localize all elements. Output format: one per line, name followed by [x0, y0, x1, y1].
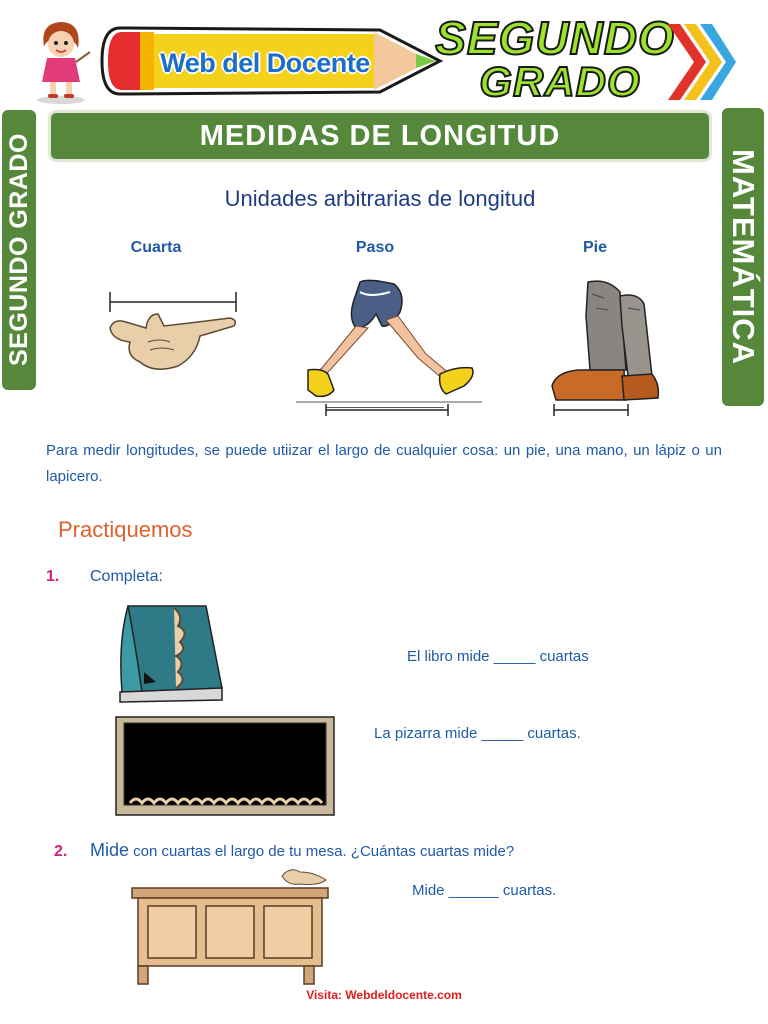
brand-logo-text: Web del Docente — [160, 48, 370, 78]
chalkboard-icon — [114, 715, 336, 817]
question-label-2-rest: con cuartas el largo de tu mesa. ¿Cuántas cuartas mide? — [129, 843, 515, 860]
desk-icon — [130, 864, 330, 986]
chevron-arrows-icon — [664, 20, 736, 104]
teacher-mascot-icon — [30, 16, 92, 106]
unit-label-pie: Pie — [582, 239, 607, 256]
page-title: MEDIDAS DE LONGITUD — [199, 120, 561, 152]
answer-book: El libro mide _____ cuartas — [407, 648, 589, 665]
question-number-2: 2. — [54, 843, 68, 860]
unit-label-paso: Paso — [355, 239, 395, 256]
answer-chalkboard: La pizarra mide _____ cuartas. — [374, 725, 581, 742]
hand-span-icon — [104, 284, 244, 376]
unit-label-cuarta: Cuarta — [130, 239, 182, 256]
section-subtitle: Unidades arbitrarias de longitud — [224, 186, 536, 211]
step-measure-line — [322, 402, 452, 416]
section-title: Practiquemos — [58, 517, 193, 542]
grade-badge-line1: SEGUNDO — [435, 12, 675, 64]
boots-icon — [548, 276, 664, 418]
book-icon — [114, 602, 226, 704]
grade-badge-line2: GRADO — [479, 58, 641, 105]
question-number-1: 1. — [46, 568, 60, 585]
answer-desk: Mide ______ cuartas. — [412, 882, 557, 899]
side-label-left: SEGUNDO GRADO — [5, 133, 33, 367]
intro-paragraph: Para medir longitudes, se puede utiizar el largo de cualquier cosa: un pie, una mano, un lápiz o un lapicero. — [46, 442, 722, 485]
walking-legs-icon — [294, 278, 484, 408]
footer-link[interactable]: Visita: Webdeldocente.com — [306, 988, 462, 1002]
question-label-2-bold: Mide — [90, 840, 130, 860]
side-label-right: MATEMÁTICA — [726, 148, 761, 366]
question-label-1: Completa: — [90, 568, 163, 585]
question-label-2 — [90, 840, 570, 861]
